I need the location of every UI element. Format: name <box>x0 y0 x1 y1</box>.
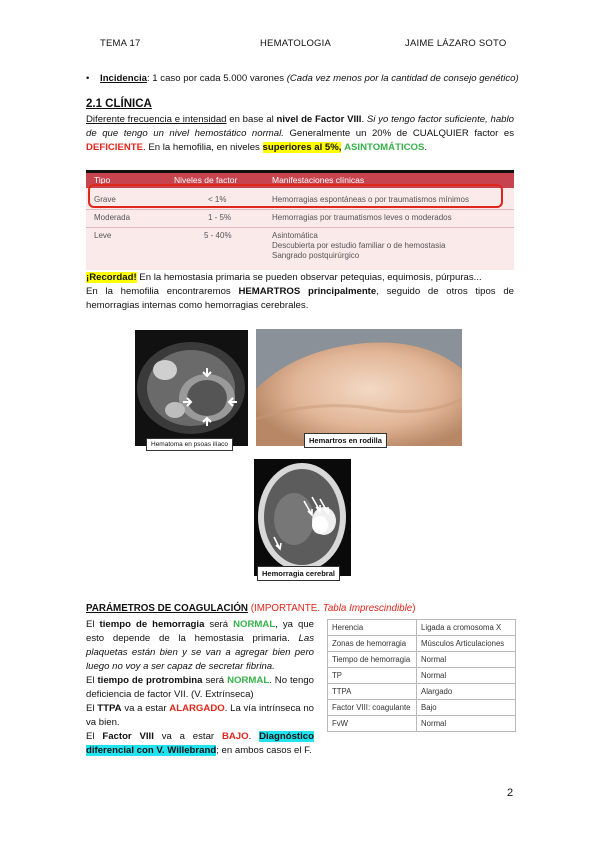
cell: 5 - 40% <box>204 231 232 240</box>
text-run: (IMPORTANTE. <box>248 603 323 614</box>
text-run: BAJO <box>221 731 249 742</box>
text-run: ) <box>412 603 416 614</box>
text-run <box>248 603 416 614</box>
text-run: PARÁMETROS DE COAGULACIÓN <box>86 603 249 614</box>
text-run: ALARGADO <box>169 703 225 714</box>
text-run: superiores al 5%, <box>262 142 342 153</box>
text-run: Diferente frecuencia e intensidad <box>86 114 227 125</box>
text-run: nivel de Factor VIII <box>276 114 362 125</box>
text-run: HEMARTROS principalmente <box>238 286 377 297</box>
table-row <box>328 620 516 636</box>
table-cell: Normal <box>417 652 516 668</box>
table-cell: Zonas de hemorragia <box>328 636 417 652</box>
table-cell: Herencia <box>328 620 417 636</box>
text-run: NORMAL <box>233 619 276 630</box>
header-author: JAIME LÁZARO SOTO <box>405 38 507 49</box>
table-row <box>328 684 516 700</box>
text-run: , ya que esto depende de la hemostasia primaria. <box>86 619 314 644</box>
grave-row-highlight <box>88 184 503 208</box>
table-cell: FvW <box>328 716 417 732</box>
row-divider <box>86 227 514 228</box>
coagulacion-title <box>86 602 516 616</box>
cell: < 1% <box>208 195 227 204</box>
text-run: va a estar <box>153 731 222 742</box>
text-run: NORMAL <box>227 675 270 686</box>
text-run: . La vía intrínseca no va bien. <box>86 703 314 728</box>
cell: Moderada <box>94 213 131 222</box>
table-cell: Alargado <box>417 684 516 700</box>
table-cell: TP <box>328 668 417 684</box>
table-row <box>328 700 516 716</box>
hemartros-paragraph <box>86 285 514 313</box>
row-divider <box>86 209 514 210</box>
text-run: En la hemofilia encontraremos <box>86 286 239 297</box>
cell: Sangrado postquirúrgico <box>272 251 360 260</box>
text-run: Generalmente un 20% de CUALQUIER factor es <box>283 128 514 139</box>
text-run: El <box>86 619 100 630</box>
clinica-paragraph <box>86 113 514 155</box>
incidencia-text: : 1 caso por cada 5.000 varones <box>146 73 287 84</box>
text-run: Tabla Imprescindible <box>322 603 413 614</box>
ct-psoas-image <box>135 330 248 446</box>
text-run: en base al <box>226 114 277 125</box>
table-row <box>328 668 516 684</box>
text-run: Si yo tengo factor suficiente, hablo de que tengo un nivel hemostático normal. <box>86 114 514 139</box>
text-run: tiempo de protrombina <box>97 675 203 686</box>
table-row <box>328 652 516 668</box>
knee-image <box>256 329 462 446</box>
header-cell: Niveles de factor <box>174 175 238 185</box>
text-run: En la hemostasia primaria se pueden observar petequias, equimosis, púrpuras... <box>136 272 482 283</box>
text-run: . <box>424 142 428 153</box>
text-run: Las plaquetas están bien y se van a agregar bien pero luego no voy a ser capaz de secretar fibrina. <box>86 633 314 672</box>
table-cell: Factor VIII: coagulante <box>328 700 417 716</box>
table-cell: Ligada a cromosoma X <box>417 620 516 636</box>
cell: Asintomática <box>272 231 318 240</box>
text-run: ASINTOMÁTICOS <box>344 142 425 153</box>
text-run: DEFICIENTE <box>86 142 144 153</box>
incidencia-note: (Cada vez menos por la cantidad de consejo genético) <box>286 73 519 84</box>
knee-caption: Hemartros en rodilla <box>304 433 387 448</box>
table-cell: Normal <box>417 716 516 732</box>
coagulacion-text <box>86 618 314 758</box>
table-cell: Normal <box>417 668 516 684</box>
header-cell: Tipo <box>94 175 111 185</box>
text-run: ; en ambos casos el F. <box>216 745 312 756</box>
text-run: va a estar <box>121 703 170 714</box>
text-run: será <box>204 619 234 630</box>
table-cell: TTPA <box>328 684 417 700</box>
text-run: TTPA <box>97 703 122 714</box>
text-run: . En la hemofilia, en niveles <box>143 142 263 153</box>
text-run: . No tengo deficiencia de factor VII. (V. Extrínseca) <box>86 675 315 700</box>
bullet: • <box>86 73 90 84</box>
section-title-clinica: 2.1 CLÍNICA <box>86 98 152 110</box>
header-cell: Manifestaciones clínicas <box>272 175 365 185</box>
header-topic: TEMA 17 <box>100 38 141 49</box>
table-cell: Músculos Articulaciones <box>417 636 516 652</box>
incidencia-label: Incidencia <box>100 73 147 84</box>
ct-caption: Hematoma en psoas ilíaco <box>146 438 233 451</box>
cell: 1 - 5% <box>208 213 232 222</box>
text-run: Factor VIII <box>102 731 154 742</box>
incidencia-line <box>86 72 526 86</box>
table-cell: Bajo <box>417 700 516 716</box>
text-run: . <box>361 114 367 125</box>
brain-caption: Hemorragia cerebral <box>257 566 340 581</box>
header-subject: HEMATOLOGIA <box>260 38 332 49</box>
table-cell: Tiempo de hemorragia <box>328 652 417 668</box>
text-run: El <box>86 731 103 742</box>
table-row <box>328 636 516 652</box>
text-run: será <box>202 675 228 686</box>
cell: Hemorragias por traumatismos leves o moderados <box>272 213 452 222</box>
cell: Descubierta por estudio familiar o de hemostasia <box>272 241 446 250</box>
text-run: tiempo de hemorragia <box>99 619 205 630</box>
cell: Hemorragias espontáneas o por traumatismos mínimos <box>272 195 469 204</box>
text-run: El <box>86 675 98 686</box>
cell: Grave <box>94 195 116 204</box>
text-run: El <box>86 703 98 714</box>
coagulation-table <box>327 619 516 732</box>
page-number: 2 <box>507 787 514 799</box>
recordad-label: ¡Recordad! <box>86 272 137 283</box>
recordad-line <box>86 271 516 285</box>
text-run: , seguido de otros tipos de hemorragias internas como hemorragias cerebrales. <box>86 286 514 311</box>
cell: Leve <box>94 231 112 240</box>
text-run: Diagnóstico diferencial con V. Willebrand <box>86 731 314 756</box>
text-run: . <box>248 731 260 742</box>
brain-ct-image <box>254 459 351 576</box>
table-row <box>328 716 516 732</box>
